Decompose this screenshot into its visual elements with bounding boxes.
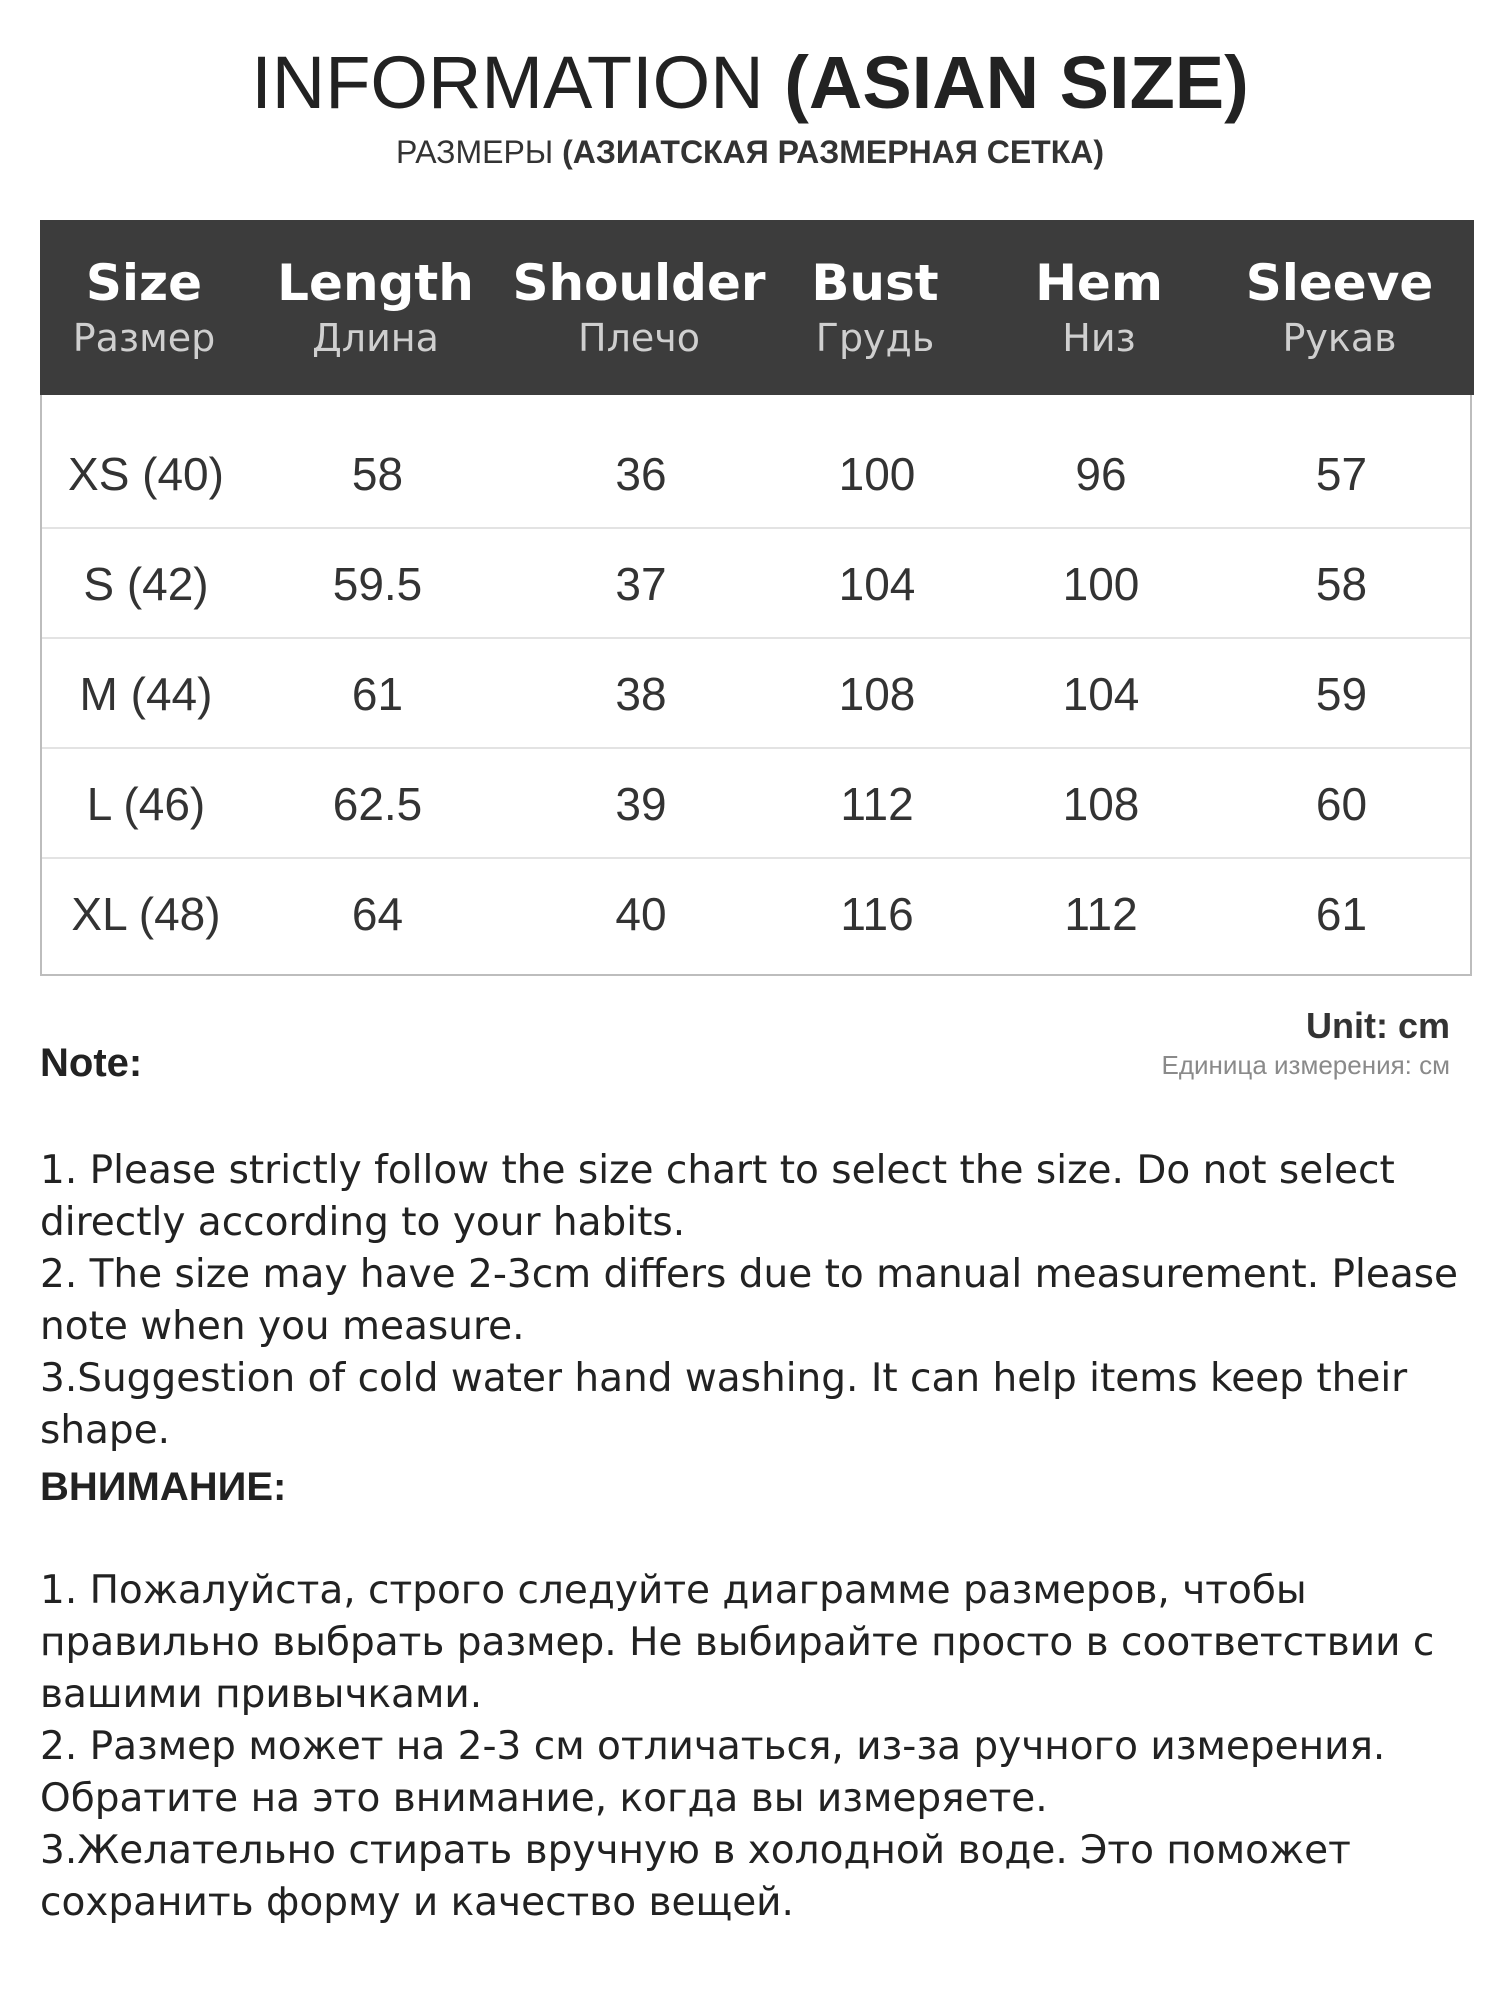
column-header-ru: Длина [312, 315, 439, 360]
table-cell-sleeve: 59 [1315, 668, 1368, 720]
table-cell-length: 61 [351, 668, 404, 720]
table-cell-bust: 100 [838, 448, 916, 500]
table-cell-bust: 116 [840, 888, 914, 940]
table-cell-shoulder: 40 [615, 888, 667, 940]
table-cell-size: L (46) [86, 778, 206, 830]
title-bold: (ASIAN SIZE) [784, 41, 1249, 124]
table-cell-length: 58 [351, 448, 404, 500]
size-table-body [42, 419, 1470, 969]
table-cell-bust: 112 [840, 778, 914, 830]
note-item: 3.Suggestion of cold water hand washing. It can help items keep their shape. [40, 1356, 1408, 1453]
table-cell-hem: 96 [1075, 448, 1127, 500]
size-table [40, 220, 1472, 976]
table-cell-hem: 112 [1064, 888, 1138, 940]
subtitle-bold: (АЗИАТСКАЯ РАЗМЕРНАЯ СЕТКА) [562, 134, 1105, 170]
notes-ru [40, 1565, 1460, 1929]
column-header-ru: Рукав [1282, 315, 1397, 360]
table-row [42, 419, 1470, 529]
table-cell-sleeve: 58 [1315, 558, 1368, 610]
table-cell-shoulder: 36 [615, 448, 667, 500]
page-title [0, 38, 1500, 128]
column-header-ru: Грудь [815, 315, 935, 360]
table-cell-length: 64 [351, 888, 404, 940]
table-cell-sleeve: 57 [1315, 448, 1368, 500]
column-header-bust [775, 220, 975, 395]
note-item: 1. Пожалуйста, строго следуйте диаграмме размеров, чтобы правильно выбрать размер. Не выбирайте просто в соответствии с вашими привычками. [40, 1568, 1435, 1717]
table-cell-size: S (42) [83, 558, 209, 610]
subtitle-thin: РАЗМЕРЫ [395, 134, 554, 170]
column-header-size [40, 220, 248, 395]
table-cell-shoulder: 37 [615, 558, 667, 610]
table-cell-bust: 104 [838, 558, 916, 610]
unit-label-ru: Единица измерения: см [1161, 1050, 1450, 1080]
table-cell-sleeve: 60 [1315, 778, 1368, 830]
column-header-en: Hem [1035, 253, 1163, 312]
note-item: 2. Размер может на 2-3 см отличаться, из-за ручного измерения. Обратите на это внимание, когда вы измеряете. [40, 1724, 1386, 1821]
table-row [42, 529, 1470, 639]
size-table-header [40, 220, 1474, 395]
table-cell-bust: 108 [838, 668, 916, 720]
column-header-en: Bust [811, 253, 939, 312]
title-thin: INFORMATION [251, 41, 764, 124]
table-cell-hem: 108 [1062, 778, 1140, 830]
column-header-ru: Плечо [578, 315, 700, 360]
table-cell-size: XS (40) [68, 448, 224, 500]
column-header-en: Size [85, 253, 203, 312]
note-item: 3.Желательно стирать вручную в холодной воде. Это поможет сохранить форму и качество вещей. [40, 1828, 1351, 1925]
note-item: 1. Please strictly follow the size chart to select the size. Do not select directly according to your habits. [40, 1148, 1395, 1245]
page-subtitle [0, 132, 1500, 172]
column-header-en: Length [277, 253, 474, 312]
unit-label [1162, 1004, 1450, 1082]
table-cell-size: XL (48) [71, 888, 221, 940]
table-cell-length: 59.5 [332, 558, 423, 610]
table-row [42, 859, 1470, 969]
note-item: 2. The size may have 2-3cm differs due to manual measurement. Please note when you measure. [40, 1252, 1459, 1349]
unit-label-en: Unit: cm [1306, 1005, 1450, 1046]
table-cell-hem: 100 [1062, 558, 1140, 610]
table-cell-length: 62.5 [332, 778, 423, 830]
table-cell-shoulder: 39 [615, 778, 667, 830]
column-header-length [248, 220, 503, 395]
column-header-shoulder [503, 220, 775, 395]
column-header-en: Sleeve [1245, 253, 1434, 312]
table-row [42, 749, 1470, 859]
note-heading-ru: ВНИМАНИЕ: [40, 1465, 287, 1509]
table-cell-sleeve: 61 [1315, 888, 1368, 940]
table-row [42, 639, 1470, 749]
table-cell-size: M (44) [79, 668, 213, 720]
note-heading-en: Note: [40, 1041, 143, 1085]
column-header-en: Shoulder [512, 253, 766, 312]
column-header-sleeve [1223, 220, 1456, 395]
table-cell-hem: 104 [1062, 668, 1140, 720]
notes-en [40, 1145, 1460, 1457]
column-header-ru: Размер [72, 315, 216, 360]
column-header-hem [975, 220, 1223, 395]
column-header-ru: Низ [1062, 315, 1136, 360]
table-cell-shoulder: 38 [615, 668, 667, 720]
